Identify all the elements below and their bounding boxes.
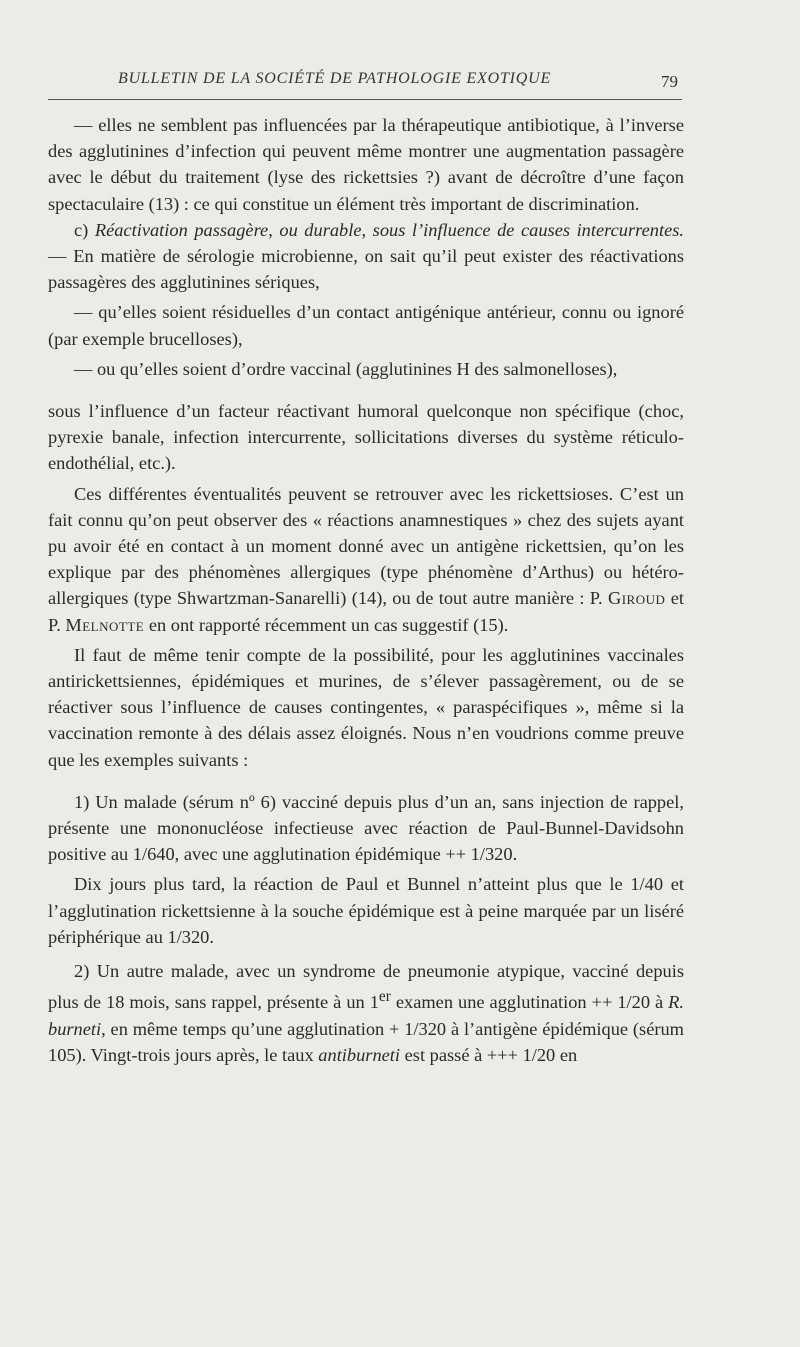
- paragraph-5: sous l’influence d’un facteur réactivant humoral quelconque non spécifique (choc, pyrexie banale, infection intercurrente, sollicitations diverses du système réticulo-endothélial, etc.).: [48, 401, 684, 474]
- paragraph-10-text-b: examen une agglutination ++ 1/20 à: [390, 992, 669, 1013]
- paragraph-6-text-a: Ces différentes éventualités peuvent se retrouver avec les rickettsioses. C’est un fait connu qu’on peut observer des « réactions anamnestiques » chez des sujets ayant pu avoir été en contact à un moment donné avec un antigène rickettsien, qu’on les explique par des phénomènes allergiques (type phénomène d’Arthus) ou hétéro-allergiques (type Shwartzman-Sanarelli) (14), ou de tout autre manière : P.: [48, 483, 684, 609]
- paragraph-1: — elles ne semblent pas influencées par la thérapeutique antibiotique, à l’inverse des agglutinines d’infection qui peuvent même montrer une augmentation passagère avec le début du traitement (lyse des rickettsies ?) avant de décroître d’une façon spectaculaire (13) : ce qui constitue un élément très important de discrimination.: [48, 115, 684, 214]
- paragraph-8: 1) Un malade (sérum nº 6) vacciné depuis plus d’un an, sans injection de rappel, présente une mononucléose infectieuse avec réaction de Paul-Bunnel-Davidsohn positive au 1/640, avec une agglutination épidémique ++ 1/320.: [48, 791, 684, 865]
- section-heading-c: Réactivation passagère, ou durable, sous l’influence de causes intercurrentes.: [94, 219, 684, 240]
- paragraph-6-text-b: et P.: [48, 588, 685, 635]
- author-name-melnotte: Melnotte: [65, 614, 145, 635]
- paragraph-2-text: — En matière de sérologie microbienne, on sait qu’il peut exister des réactivations passagères des agglutinines sériques,: [48, 246, 684, 293]
- ordinal-superscript: er: [378, 988, 391, 1006]
- header-rule: [48, 99, 682, 100]
- running-head: BULLETIN DE LA SOCIÉTÉ DE PATHOLOGIE EXOTIQUE: [118, 70, 552, 87]
- paragraph-4: — ou qu’elles soient d’ordre vaccinal (agglutinines H des salmonelloses),: [74, 358, 618, 379]
- paragraph-10-text-c: , en même temps qu’une agglutination + 1/320 à l’antigène épidémique (sérum 105). Vingt-trois jours après, le taux: [48, 1018, 684, 1065]
- paragraph-3: — qu’elles soient résiduelles d’un contact antigénique antérieur, connu ou ignoré (par exemple brucelloses),: [48, 302, 684, 349]
- paragraph-10-text-a: 2) Un autre malade, avec un syndrome de pneumonie atypique, vacciné depuis plus de 18 mois, sans rappel, présente à un 1: [48, 961, 684, 1013]
- paragraph-10-text-d: est passé à +++ 1/20 en: [400, 1044, 578, 1065]
- paragraph-2: [48, 217, 684, 296]
- body-text: [48, 112, 684, 1068]
- term-antiburneti: antiburneti: [318, 1044, 401, 1065]
- paragraph-10: [48, 958, 684, 1068]
- author-name-giroud: Giroud: [607, 588, 666, 609]
- paragraph-6-text-c: en ont rapporté récemment un cas suggestif (15).: [144, 614, 509, 635]
- page-header: [48, 70, 684, 96]
- species-name-burneti: R. burneti: [48, 992, 684, 1039]
- paragraph-2-label: c): [74, 219, 95, 240]
- paragraph-6: [48, 481, 684, 638]
- paragraph-7: Il faut de même tenir compte de la possibilité, pour les agglutinines vaccinales antirickettsiennes, épidémiques et murines, de s’élever passagèrement, ou de se réactiver sous l’influence de causes contingentes, « paraspécifiques », même si la vaccination remonte à des délais assez éloignés. Nous n’en voudrions comme preuve que les exemples suivants :: [48, 644, 684, 770]
- paragraph-9: Dix jours plus tard, la réaction de Paul et Bunnel n’atteint plus que le 1/40 et l’agglutination rickettsienne à la souche épidémique est à peine marquée par un liséré périphérique au 1/320.: [48, 874, 684, 947]
- page-number: 79: [661, 72, 678, 91]
